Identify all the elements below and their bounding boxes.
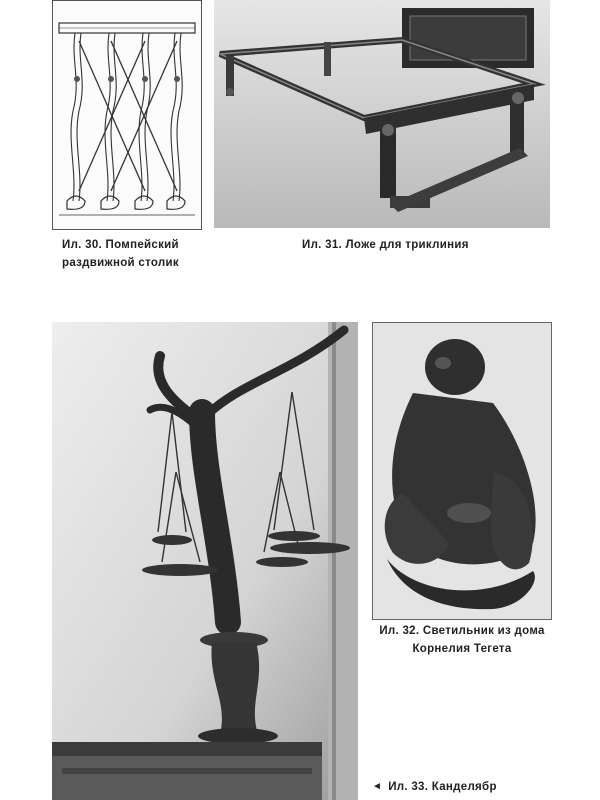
- tree-candelabrum-photo-icon: [52, 322, 358, 800]
- crouching-figure-lamp-photo-icon: [373, 323, 551, 619]
- figure-31-caption: [302, 236, 502, 254]
- figure-31-caption-text: Ил. 31. Ложе для триклиния: [302, 239, 469, 251]
- left-triangle-pointer-icon: ◄: [372, 781, 383, 792]
- figure-30-caption-line-1: Ил. 30. Помпейский: [62, 239, 179, 251]
- figure-31-image: [214, 0, 550, 228]
- figure-30-caption: [62, 236, 202, 272]
- figure-32-caption-line-1: Ил. 32. Светильник из дома: [379, 625, 545, 637]
- folding-table-drawing-icon: [53, 1, 201, 229]
- figure-30-caption-line-2: раздвижной столик: [62, 257, 179, 269]
- figure-32-image: [372, 322, 552, 620]
- figure-33-caption: [372, 778, 572, 796]
- figure-33-image: [52, 322, 358, 800]
- figure-32-caption: [364, 622, 560, 658]
- figure-32-caption-line-2: Корнелия Тегета: [412, 643, 512, 655]
- figure-33-caption-text: Ил. 33. Канделябр: [388, 781, 497, 793]
- triclinium-couch-photo-icon: [214, 0, 550, 228]
- figure-30-image: [52, 0, 202, 230]
